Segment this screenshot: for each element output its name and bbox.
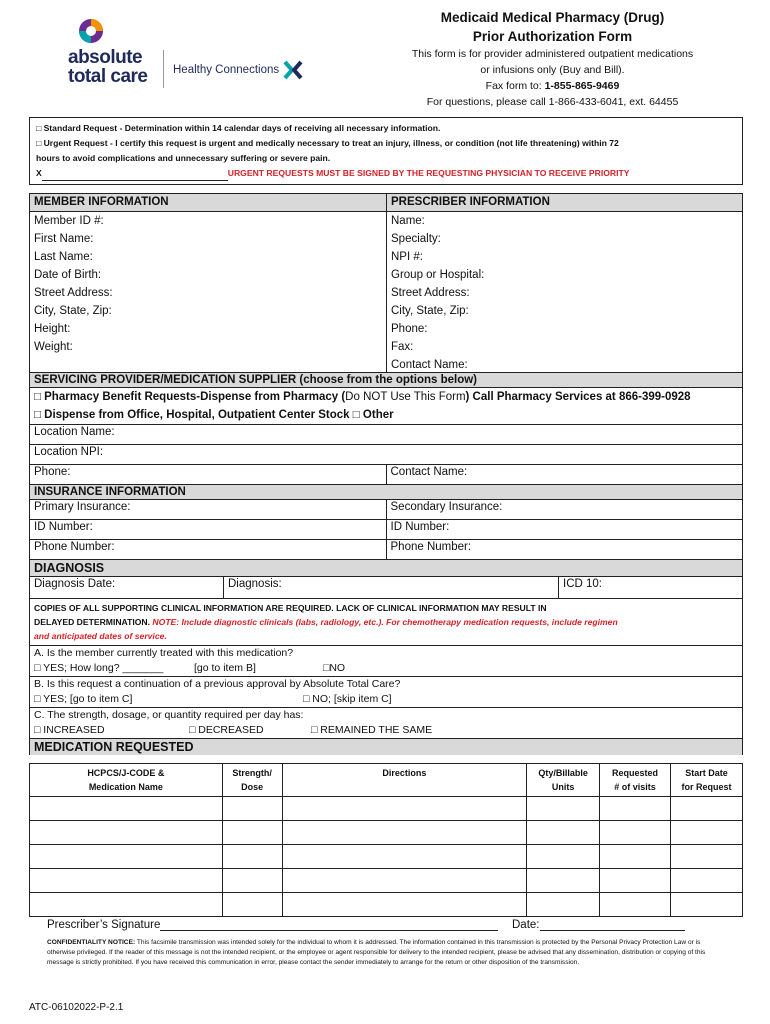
table-cell[interactable]	[671, 821, 743, 845]
table-cell[interactable]	[600, 845, 671, 869]
servicing-phone-field[interactable]: Phone:	[34, 466, 71, 478]
signature-date	[512, 919, 685, 931]
table-cell[interactable]	[222, 797, 282, 821]
option-1-text: □ Pharmacy Benefit Requests-Dispense from Pharmacy (	[34, 391, 346, 403]
secondary-phone-field[interactable]: Phone Number:	[386, 540, 743, 559]
location-npi-field[interactable]: Location NPI:	[34, 446, 104, 458]
table-cell[interactable]	[600, 893, 671, 917]
table-cell[interactable]	[222, 845, 282, 869]
col-visits-l2: # of visits	[614, 782, 656, 792]
primary-insurance-field[interactable]: Primary Insurance:	[34, 501, 131, 513]
qa-no-checkbox[interactable]: □NO	[323, 662, 346, 674]
signature-line[interactable]	[160, 919, 498, 931]
col-qty-l1: Qty/Billable	[538, 768, 588, 778]
logo-divider	[163, 50, 164, 88]
member-column	[30, 194, 386, 372]
form-title-2: Prior Authorization Form	[472, 29, 633, 44]
col-strength	[222, 764, 282, 797]
col-strength-l1: Strength/	[232, 768, 272, 778]
form-description-2: or infusions only (Buy and Bill).	[480, 64, 625, 76]
table-cell[interactable]	[222, 893, 282, 917]
table-cell[interactable]	[527, 821, 600, 845]
question-b-options	[34, 692, 738, 707]
form-header	[0, 0, 770, 115]
member-weight-field[interactable]: Weight:	[34, 341, 73, 353]
col-start	[671, 764, 743, 797]
form-id: ATC-06102022-P-2.1	[29, 1002, 124, 1013]
date-label: Date:	[512, 919, 540, 931]
table-cell[interactable]	[30, 869, 223, 893]
col-directions	[282, 764, 527, 797]
prescriber-npi-field[interactable]: NPI #:	[391, 251, 423, 263]
prescriber-city-field[interactable]: City, State, Zip:	[391, 305, 469, 317]
prescriber-column	[386, 194, 742, 372]
primary-phone-field[interactable]: Phone Number:	[34, 541, 115, 553]
table-cell[interactable]	[671, 845, 743, 869]
member-street-field[interactable]: Street Address:	[34, 287, 113, 299]
option-1-phone: ) Call Pharmacy Services at 866-399-0928	[465, 391, 691, 403]
question-b-text: B. Is this request a continuation of a previous approval by Absolute Total Care?	[34, 678, 401, 690]
prescriber-heading: PRESCRIBER INFORMATION	[387, 194, 742, 212]
prescriber-street-field[interactable]: Street Address:	[391, 287, 470, 299]
question-c-text: C. The strength, dosage, or quantity required per day has:	[34, 709, 304, 721]
clinical-note-line-3: and anticipated dates of service.	[34, 631, 167, 641]
prescriber-fax-field[interactable]: Fax:	[391, 341, 414, 353]
prescriber-signature	[47, 919, 498, 931]
clinical-note-line-1: COPIES OF ALL SUPPORTING CLINICAL INFORMATION ARE REQUIRED. LACK OF CLINICAL INFORMATION MAY RESULT IN	[34, 603, 547, 613]
table-cell[interactable]	[671, 797, 743, 821]
diagnostic-note: NOTE: Include diagnostic clinicals (labs, radiology, etc.). For chemotherapy medication requests, include regimen	[152, 617, 618, 627]
secondary-insurance-field[interactable]: Secondary Insurance:	[386, 500, 743, 519]
qb-yes-checkbox[interactable]: □ YES; [go to item C]	[34, 693, 133, 705]
fax-info	[385, 78, 720, 94]
logo-line-2: total care	[68, 66, 148, 87]
urgent-signature-note: URGENT REQUESTS MUST BE SIGNED BY THE REQUESTING PHYSICIAN TO RECEIVE PRIORITY	[227, 168, 630, 178]
clinical-info-note	[30, 599, 742, 646]
table-cell[interactable]	[282, 845, 527, 869]
table-row	[30, 893, 743, 917]
table-cell[interactable]	[282, 797, 527, 821]
table-cell[interactable]	[527, 845, 600, 869]
member-prescriber-section	[29, 193, 743, 373]
partner-name: Healthy Connections	[173, 64, 280, 76]
brand-logo-text	[68, 48, 147, 86]
col-start-l2: for Request	[681, 782, 732, 792]
servicing-heading: SERVICING PROVIDER/MEDICATION SUPPLIER (choose from the options below)	[30, 372, 742, 388]
question-c	[30, 708, 742, 739]
qc-decreased-checkbox[interactable]: □ DECREASED	[189, 724, 264, 736]
member-id-field[interactable]: Member ID #:	[34, 215, 104, 227]
qa-yes-checkbox[interactable]: □ YES; How long? _______	[34, 662, 164, 674]
col-visits-l1: Requested	[612, 768, 659, 778]
table-row	[30, 869, 743, 893]
medication-table	[29, 763, 743, 917]
urgent-request-line-2: hours to avoid complications and unnecessary suffering or severe pain.	[36, 153, 331, 163]
table-cell[interactable]	[222, 869, 282, 893]
member-heading: MEMBER INFORMATION	[30, 194, 386, 212]
fax-number: 1-855-865-9469	[544, 80, 620, 92]
qc-same-checkbox[interactable]: □ REMAINED THE SAME	[311, 724, 433, 736]
qc-increased-checkbox[interactable]: □ INCREASED	[34, 724, 105, 736]
table-cell[interactable]	[282, 893, 527, 917]
servicing-contact-field[interactable]: Contact Name:	[386, 465, 743, 484]
table-row	[30, 821, 743, 845]
logo-line-1: absolute	[68, 47, 143, 68]
table-cell[interactable]	[30, 845, 223, 869]
qa-goto-text: [go to item B]	[194, 662, 256, 674]
col-strength-l2: Dose	[241, 782, 264, 792]
member-city-field[interactable]: City, State, Zip:	[34, 305, 112, 317]
table-cell[interactable]	[282, 869, 527, 893]
fax-label: Fax form to:	[485, 80, 545, 92]
table-cell[interactable]	[527, 797, 600, 821]
signature-x: X	[36, 168, 42, 178]
medication-table-header	[30, 764, 743, 797]
question-a	[30, 646, 742, 677]
col-directions-l1: Directions	[382, 768, 427, 778]
question-a-text: A. Is the member currently treated with this medication?	[34, 647, 294, 659]
questions-info: For questions, please call 1-866-433-6041, ext. 64455	[426, 96, 679, 108]
location-name-field[interactable]: Location Name:	[34, 426, 115, 438]
table-cell[interactable]	[600, 797, 671, 821]
table-cell[interactable]	[282, 821, 527, 845]
secondary-id-field[interactable]: ID Number:	[386, 520, 743, 539]
table-cell[interactable]	[671, 869, 743, 893]
question-b	[30, 677, 742, 708]
confidentiality-notice	[47, 938, 717, 968]
urgent-signature-blank[interactable]	[42, 169, 228, 181]
qb-no-checkbox[interactable]: □ NO; [skip item C]	[303, 693, 392, 705]
table-row	[30, 797, 743, 821]
prescriber-specialty-field[interactable]: Specialty:	[391, 233, 441, 245]
table-cell[interactable]	[671, 893, 743, 917]
table-row	[30, 845, 743, 869]
table-cell[interactable]	[527, 893, 600, 917]
request-type-box	[29, 117, 743, 185]
col-hcpcs	[30, 764, 223, 797]
col-qty-l2: Units	[551, 782, 575, 792]
table-cell[interactable]	[527, 869, 600, 893]
prescriber-contact-field[interactable]: Contact Name:	[391, 359, 468, 371]
servicing-section	[29, 372, 743, 755]
table-cell[interactable]	[30, 797, 223, 821]
prescriber-phone-field[interactable]: Phone:	[391, 323, 428, 335]
col-qty	[527, 764, 600, 797]
pharmacy-benefit-option[interactable]	[30, 388, 742, 406]
form-title-block	[385, 8, 720, 110]
clinical-note-line-2	[34, 615, 738, 629]
col-visits	[600, 764, 671, 797]
standard-request-checkbox[interactable]: □ Standard Request - Determination within 14 calendar days of receiving all necessary information.	[36, 123, 441, 133]
delayed-determination: DELAYED DETERMINATION.	[34, 617, 153, 627]
col-hcpcs-l1: HCPCS/J-CODE &	[87, 768, 165, 778]
option-1-warning: Do NOT Use This Form	[345, 391, 466, 403]
absolute-logo-icon	[78, 18, 104, 44]
confidentiality-text: This facsimile transmission was intended solely for the individual to whom it is addressed. The information contained in this transmission is protected by the Personal Privacy Protection Law or is otherwise privileged. If the reader of this message is not the intended recipient, or the employee or agent responsible for delivery to the intended recipient, please be advised that any dissemination, distribution or copying of this message is strictly prohibited. If you have received this communication in error, please contact the sender immediately to arrange for the return or other disposition of the transmission.	[47, 939, 706, 966]
member-dob-field[interactable]: Date of Birth:	[34, 269, 102, 281]
col-start-l1: Start Date	[685, 768, 728, 778]
member-first-name-field[interactable]: First Name:	[34, 233, 94, 245]
table-cell[interactable]	[222, 821, 282, 845]
member-height-field[interactable]: Height:	[34, 323, 71, 335]
signature-label: Prescriber’s Signature	[47, 919, 161, 931]
icd10-field[interactable]: ICD 10:	[558, 577, 742, 598]
table-cell[interactable]	[600, 821, 671, 845]
table-cell[interactable]	[30, 821, 223, 845]
prescriber-group-field[interactable]: Group or Hospital:	[391, 269, 485, 281]
form-description-1: This form is for provider administered outpatient medications	[411, 48, 694, 60]
member-last-name-field[interactable]: Last Name:	[34, 251, 93, 263]
prescriber-name-field[interactable]: Name:	[391, 215, 425, 227]
primary-id-field[interactable]: ID Number:	[34, 521, 93, 533]
confidentiality-lead: CONFIDENTIALITY NOTICE:	[47, 939, 136, 946]
table-cell[interactable]	[600, 869, 671, 893]
col-hcpcs-l2: Medication Name	[88, 782, 163, 792]
urgent-request-checkbox[interactable]: □ Urgent Request - I certify this request is urgent and medically necessary to treat an injury, illness, or condition (not life threatening) within 72	[36, 138, 619, 148]
dispense-office-option[interactable]: □ Dispense from Office, Hospital, Outpatient Center Stock □ Other	[30, 406, 742, 425]
table-cell[interactable]	[30, 893, 223, 917]
insurance-heading: INSURANCE INFORMATION	[30, 485, 742, 500]
question-c-options	[34, 723, 738, 738]
urgent-signature-line[interactable]	[36, 166, 736, 181]
diagnosis-date-field[interactable]: Diagnosis Date:	[34, 578, 116, 590]
diagnosis-heading: DIAGNOSIS	[30, 560, 742, 577]
diagnosis-field[interactable]: Diagnosis:	[223, 577, 558, 598]
question-a-options	[34, 661, 738, 676]
healthy-connections-icon	[282, 59, 304, 81]
form-title-1: Medicaid Medical Pharmacy (Drug)	[440, 10, 665, 25]
date-line[interactable]	[540, 919, 685, 931]
medication-heading: MEDICATION REQUESTED	[30, 739, 742, 755]
